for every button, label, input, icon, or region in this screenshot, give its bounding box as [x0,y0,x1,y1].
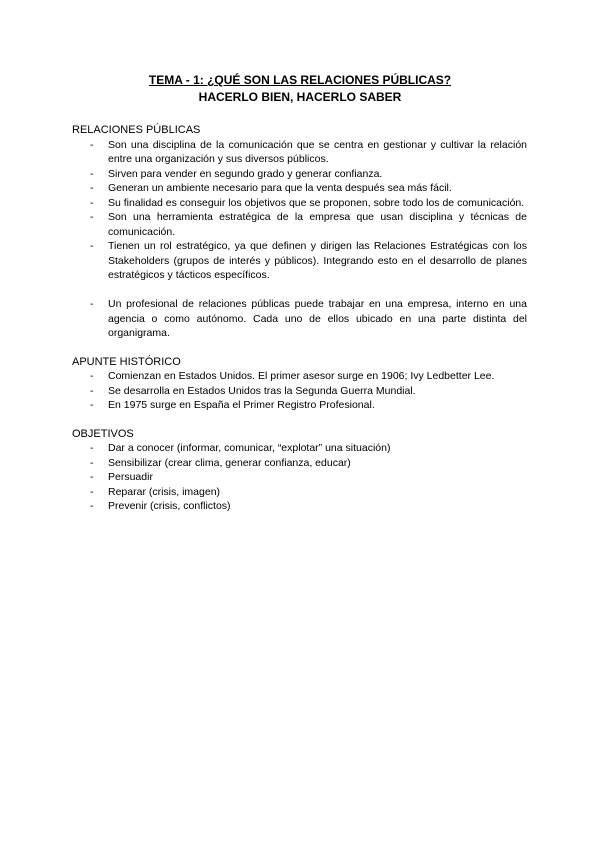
dash-bullet: - [90,182,94,194]
document-body [72,123,527,528]
list-item [72,499,527,514]
list-item-text: Prevenir (crisis, conflictos) [108,500,231,512]
bullet-list [72,441,527,514]
list-item [72,485,527,500]
dash-bullet: - [90,138,94,151]
page-title: TEMA - 1: ¿QUÉ SON LAS RELACIONES PÚBLICAS? [148,73,452,87]
list-item [72,369,527,384]
list-item [72,441,527,456]
list-item [72,196,527,211]
list-item-text: Generan un ambiente necesario para que la venta después sea más fácil. [108,182,452,194]
list-item [72,384,527,399]
list-item-text: Se desarrolla en Estados Unidos tras la Segunda Guerra Mundial. [108,384,416,397]
dash-bullet: - [90,211,94,223]
list-item-text: Dar a conocer (informar, comunicar, “explotar” una situación) [108,442,391,454]
dash-bullet: - [90,370,94,382]
section-heading: APUNTE HISTÓRICO [72,355,181,368]
dash-bullet: - [90,456,94,469]
list-item-text: Comienzan en Estados Unidos. El primer asesor surge en 1906; Ivy Ledbetter Lee. [108,370,495,382]
title-block [0,72,600,106]
list-item [72,297,527,341]
list-item [72,470,527,485]
list-item-text: Sirven para vender en segundo grado y generar confianza. [108,167,383,180]
list-item-text: Tienen un rol estratégico, ya que definen y dirigen las Relaciones Estratégicas con los Stakeholders (grupos de interés y públicos). Integrando esto en el desarrollo de planes estratégicos y tácticos específicos. [108,240,527,281]
dash-bullet: - [90,471,94,483]
bullet-list [72,138,527,341]
list-item-text: En 1975 surge en España el Primer Registro Profesional. [108,399,375,411]
dash-bullet: - [90,384,94,397]
list-item-text: Reparar (crisis, imagen) [108,485,221,498]
list-item-text: Son una herramienta estratégica de la empresa que usan disciplina y técnicas de comunicación. [108,211,527,238]
list-item [72,239,527,283]
bullet-list [72,369,527,413]
list-item-text: Su finalidad es conseguir los objetivos que se proponen, sobre todo los de comunicación. [108,196,525,209]
dash-bullet: - [90,485,94,498]
dash-bullet: - [90,298,94,310]
list-item [72,138,527,167]
list-item-text: Un profesional de relaciones públicas puede trabajar en una empresa, interno en una agencia o como autónomo. Cada uno de ellos ubicado en una parte distinta del organigrama. [108,298,527,339]
list-item [72,398,527,413]
section-heading: RELACIONES PÚBLICAS [72,124,201,136]
list-item-text: Son una disciplina de la comunicación que se centra en gestionar y cultivar la relación entre una organización y sus diversos públicos. [108,138,527,165]
dash-bullet: - [90,442,94,454]
page-subtitle: HACERLO BIEN, HACERLO SABER [198,90,402,104]
list-item-text: Persuadir [108,471,153,483]
section-relaciones-publicas [72,123,527,341]
list-item [72,210,527,239]
section-objetivos [72,427,527,514]
dash-bullet: - [90,399,94,411]
list-item-text: Sensibilizar (crear clima, generar confianza, educar) [108,456,351,469]
list-item [72,456,527,471]
dash-bullet: - [90,500,94,512]
section-apunte-historico [72,355,527,413]
list-item [72,167,527,182]
list-item [72,181,527,196]
dash-bullet: - [90,240,94,252]
dash-bullet: - [90,196,94,209]
dash-bullet: - [90,167,94,180]
section-heading: OBJETIVOS [72,427,134,440]
